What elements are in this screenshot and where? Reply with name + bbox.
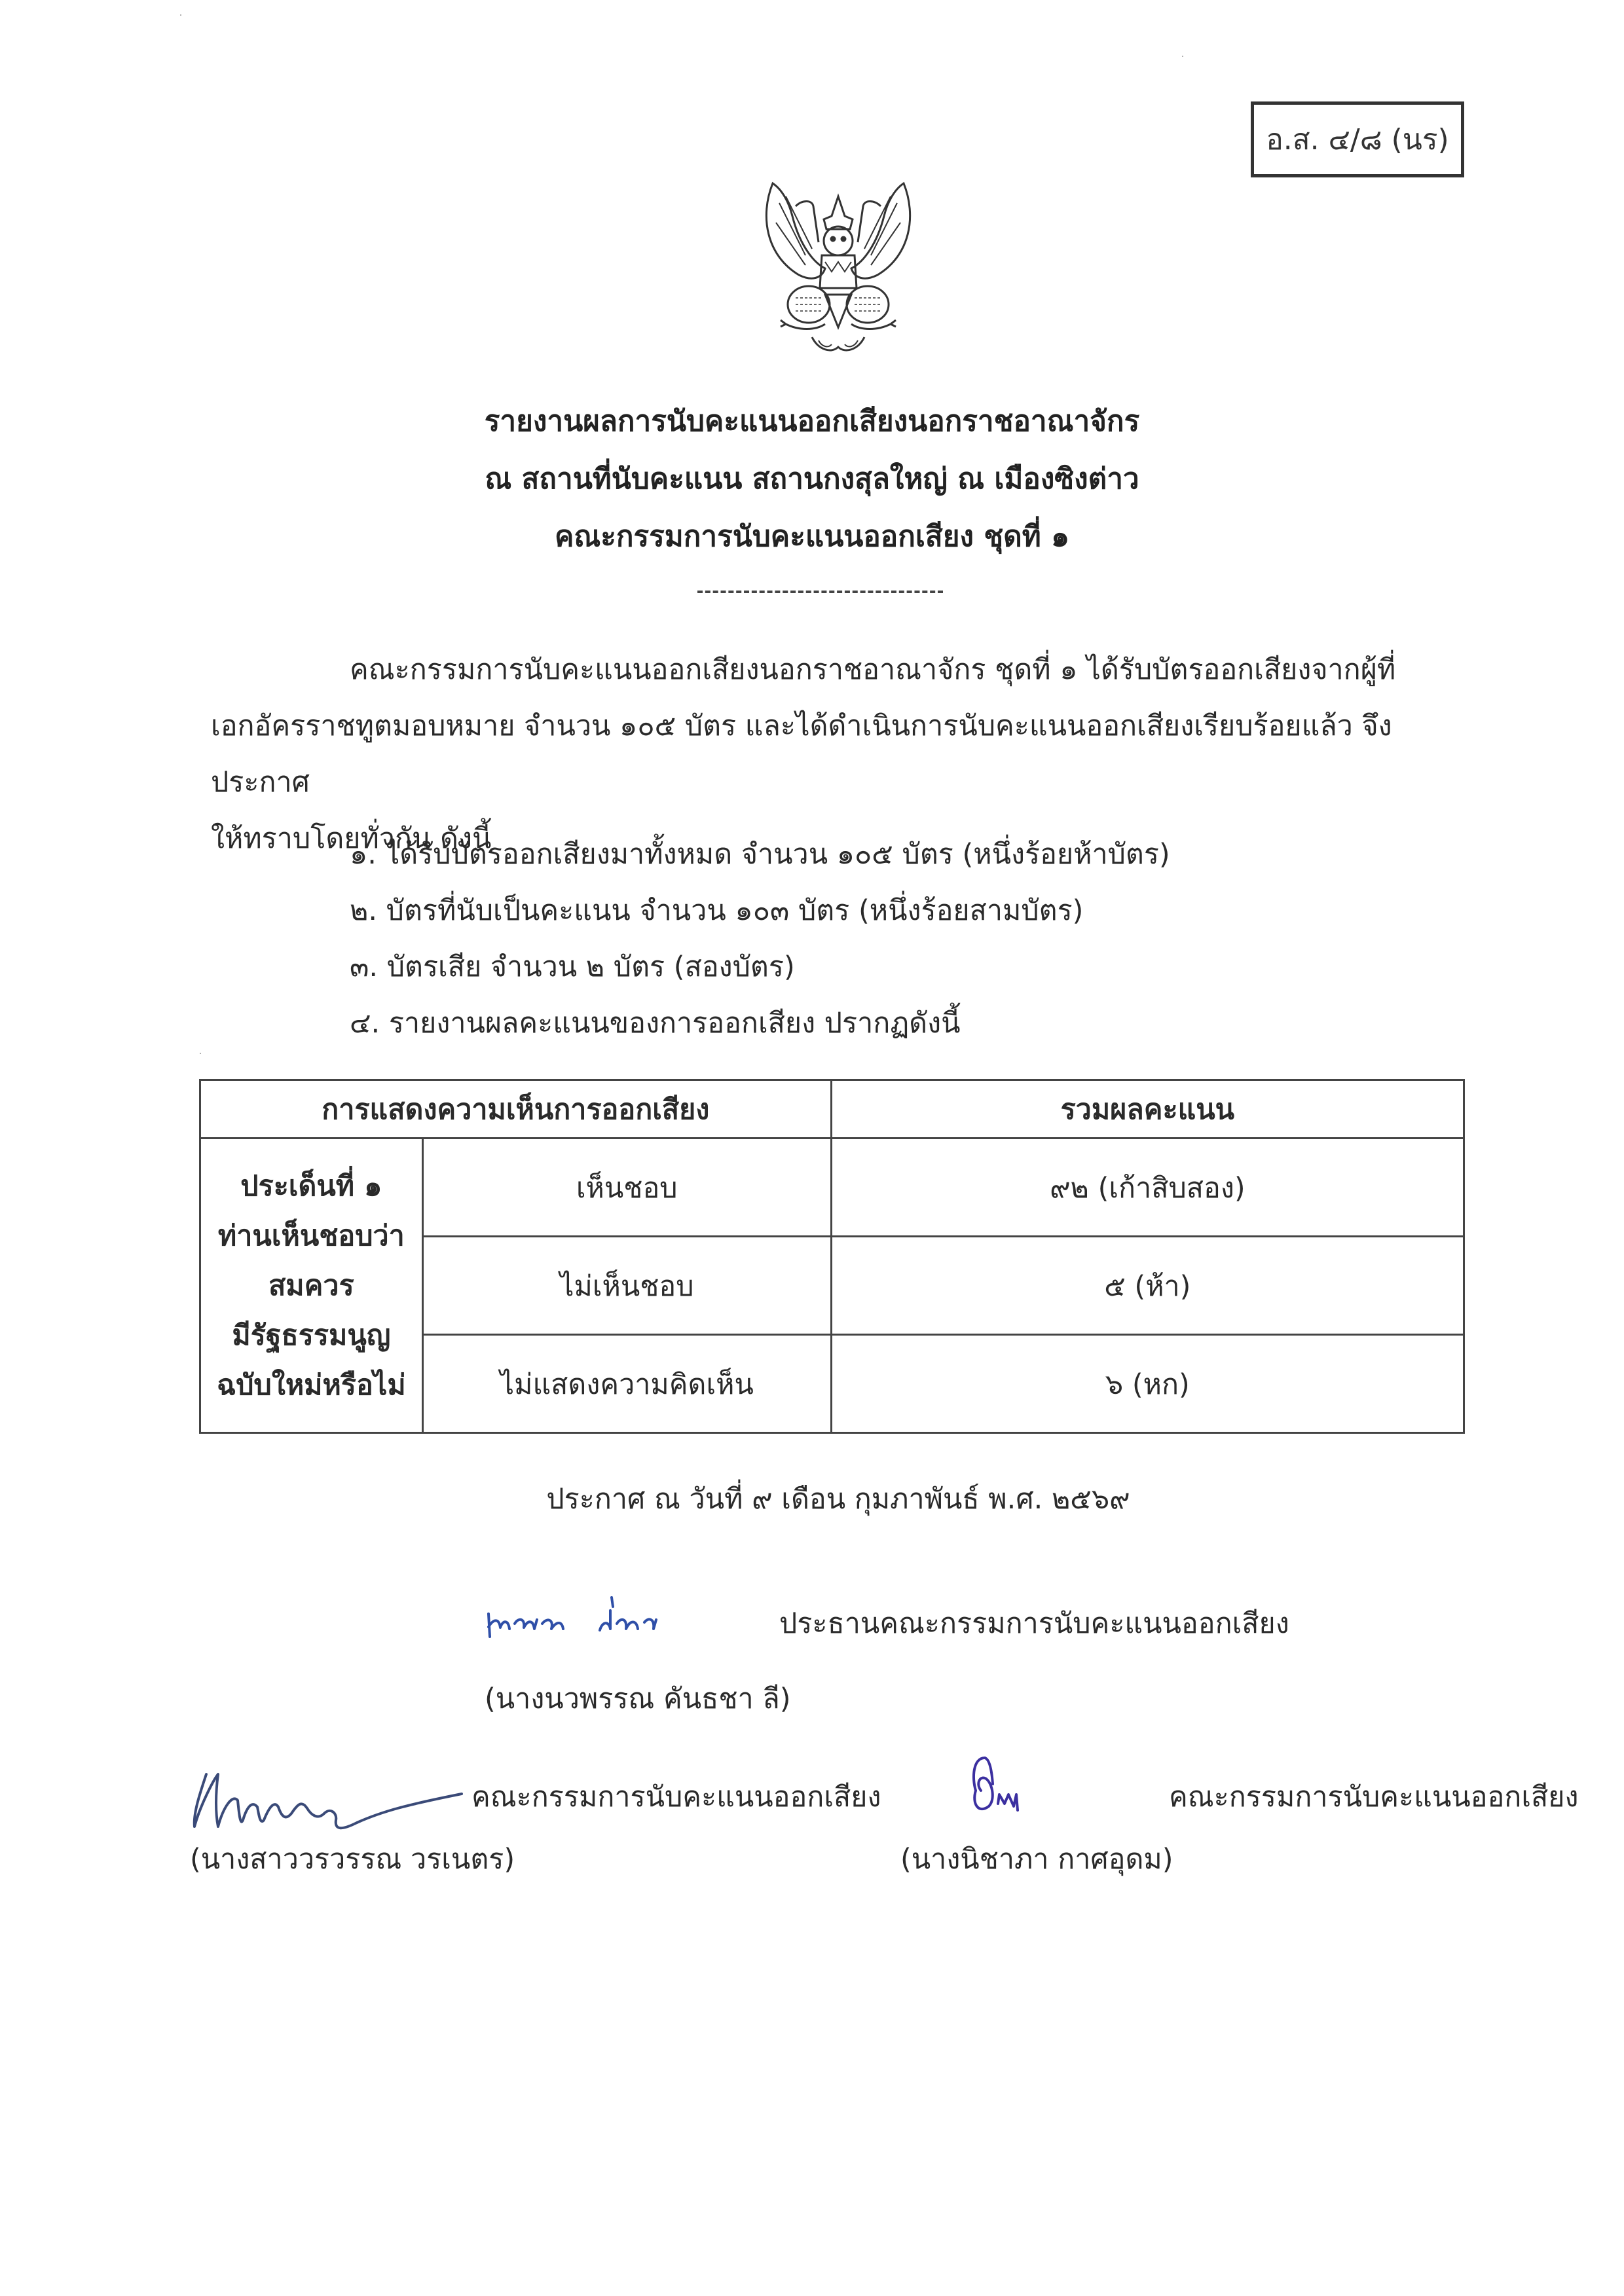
document-title bbox=[0, 393, 1624, 566]
score-cell: ๙๒ (เก้าสิบสอง) bbox=[831, 1139, 1464, 1237]
summary-list bbox=[350, 826, 1170, 1051]
issue-cell bbox=[200, 1139, 423, 1433]
title-line-3: คณะกรรมการนับคะแนนออกเสียง ชุดที่ ๑ bbox=[554, 520, 1070, 553]
signature-scribble-icon bbox=[187, 1768, 475, 1840]
header-total: รวมผลคะแนน bbox=[831, 1080, 1464, 1139]
member2-role: คณะกรรมการนับคะแนนออกเสียง bbox=[1169, 1781, 1579, 1813]
announcement-date: ประกาศ ณ วันที่ ๙ เดือน กุมภาพันธ์ พ.ศ. ๒๕๖๙ bbox=[546, 1483, 1130, 1516]
list-item: ๑. ได้รับบัตรออกเสียงมาทั้งหมด จำนวน ๑๐๕ บัตร (หนึ่งร้อยห้าบัตร) bbox=[350, 838, 1170, 871]
issue-line: ท่านเห็นชอบว่า bbox=[217, 1219, 405, 1252]
member1-role: คณะกรรมการนับคะแนนออกเสียง bbox=[471, 1781, 881, 1813]
scan-speck bbox=[1182, 56, 1183, 57]
issue-line: ประเด็นที่ ๑ bbox=[240, 1169, 382, 1203]
member1-name: (นางสาววรวรรณ วรเนตร) bbox=[190, 1843, 515, 1876]
option-cell: ไม่เห็นชอบ bbox=[422, 1237, 831, 1335]
garuda-emblem-icon bbox=[740, 164, 936, 360]
signature-scribble-icon bbox=[969, 1751, 1054, 1823]
title-line-2: ณ สถานที่นับคะแนน สถานกงสุลใหญ่ ณ เมืองซิงต่าว bbox=[485, 462, 1139, 496]
form-code: อ.ส. ๔/๘ (นร) bbox=[1266, 123, 1449, 156]
member2-name: (นางนิชาภา กาศอุดม) bbox=[900, 1843, 1173, 1876]
member2-signature bbox=[969, 1751, 1054, 1826]
paragraph-line-2: เอกอัครราชทูตมอบหมาย จำนวน ๑๐๕ บัตร และได้ดำเนินการนับคะแนนออกเสียงเรียบร้อยแล้ว จึงประกาศ bbox=[211, 710, 1392, 799]
paragraph-line-1: คณะกรรมการนับคะแนนออกเสียงนอกราชอาณาจักร ชุดที่ ๑ ได้รับบัตรออกเสียงจากผู้ที่ bbox=[350, 653, 1396, 686]
signature-scribble-icon bbox=[485, 1591, 707, 1650]
issue-line: มีรัฐธรรมนูญ bbox=[232, 1319, 391, 1352]
issue-line: ฉบับใหม่หรือไม่ bbox=[216, 1368, 406, 1402]
chair-signature bbox=[485, 1591, 707, 1652]
scan-speck bbox=[180, 14, 181, 16]
option-cell: เห็นชอบ bbox=[422, 1139, 831, 1237]
table-header-row bbox=[200, 1080, 1464, 1139]
list-item: ๒. บัตรที่นับเป็นคะแนน จำนวน ๑๐๓ บัตร (หนึ่งร้อยสามบัตร) bbox=[350, 894, 1084, 927]
chair-name: (นางนวพรรณ คันธชา ลี) bbox=[485, 1683, 791, 1715]
score-cell: ๕ (ห้า) bbox=[831, 1237, 1464, 1335]
title-divider bbox=[697, 591, 943, 593]
header-opinion: การแสดงความเห็นการออกเสียง bbox=[200, 1080, 832, 1139]
score-cell: ๖ (หก) bbox=[831, 1335, 1464, 1433]
results-table bbox=[199, 1079, 1465, 1434]
member1-signature bbox=[187, 1768, 475, 1842]
chair-role: ประธานคณะกรรมการนับคะแนนออกเสียง bbox=[779, 1607, 1289, 1640]
table-row bbox=[200, 1139, 1464, 1237]
issue-line: สมควร bbox=[268, 1269, 354, 1302]
option-cell: ไม่แสดงความคิดเห็น bbox=[422, 1335, 831, 1433]
scan-speck bbox=[200, 1053, 201, 1054]
paragraph-line-3: ให้ทราบโดยทั่วกัน ดังนี้ bbox=[211, 822, 492, 855]
list-item: ๔. รายงานผลคะแนนของการออกเสียง ปรากฏดังนี้ bbox=[350, 1007, 961, 1040]
list-item: ๓. บัตรเสีย จำนวน ๒ บัตร (สองบัตร) bbox=[350, 951, 795, 983]
title-line-1: รายงานผลการนับคะแนนออกเสียงนอกราชอาณาจักร bbox=[484, 405, 1140, 438]
form-code-box bbox=[1251, 101, 1464, 177]
